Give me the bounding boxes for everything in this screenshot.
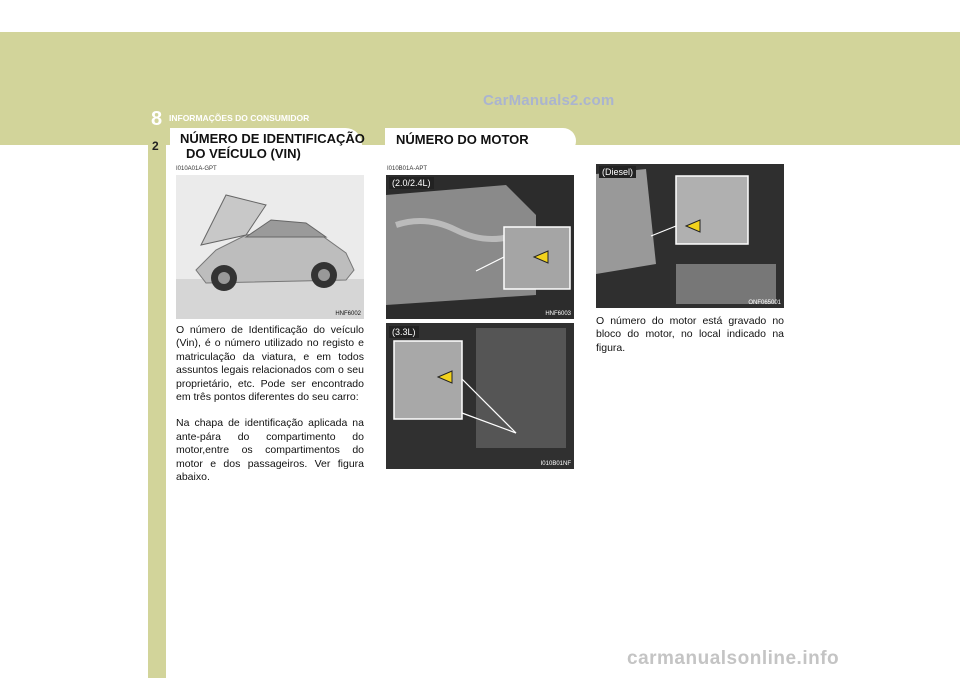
footer-watermark[interactable]: carmanualsonline.info	[627, 648, 840, 669]
vin-body-text	[176, 324, 364, 497]
vin-paragraph-1: O número de Identificação do veículo (Vin), é o número utilizado no registo e matriculação da viatura, e em todos assuntos legais relacionados com o seu proprietário, etc. Pode ser encontrado em três pontos diferentes do seu carro:	[176, 324, 364, 404]
vin-section-title	[180, 131, 365, 161]
vin-title-line1: NÚMERO DE IDENTIFICAÇÃO	[180, 131, 365, 146]
engine-photo-2-0-2-4l	[386, 175, 574, 319]
engine-photo-2-caption: I010B01NF	[540, 461, 571, 467]
engine-photo-3-tag: (Diesel)	[599, 166, 636, 178]
watermark-logo[interactable]: CarManuals2.com	[483, 92, 615, 109]
engine-photo-diesel	[596, 164, 784, 308]
page-number: 2	[152, 139, 159, 153]
car-photo	[176, 175, 364, 319]
car-photo-caption: HNF6002	[335, 311, 361, 317]
engine-body-text: O número do motor está gravado no bloco do motor, no local indicado na figura.	[596, 315, 784, 354]
engine-photo-2-tag: (3.3L)	[389, 326, 419, 338]
vin-title-line2: DO VEÍCULO (VIN)	[186, 146, 301, 161]
engine-photo-1-tag: (2.0/2.4L)	[389, 177, 434, 189]
engine-photo-1-caption: HNF6003	[545, 311, 571, 317]
engine-photo-3-caption: ONF065001	[748, 300, 781, 306]
engine-section-code: I010B01A-APT	[387, 166, 428, 172]
engine-section-title: NÚMERO DO MOTOR	[396, 132, 529, 147]
vin-paragraph-2: Na chapa de identificação aplicada na ante-pára do compartimento do motor,entre os compartimentos do motor e dos passageiros. Ver figura abaixo.	[176, 417, 364, 484]
engine-photo-3-3l	[386, 323, 574, 469]
chapter-number: 8	[151, 108, 163, 130]
vin-section-code: I010A01A-GPT	[176, 166, 217, 172]
side-strip	[148, 145, 166, 678]
chapter-title: INFORMAÇÕES DO CONSUMIDOR	[169, 113, 310, 123]
